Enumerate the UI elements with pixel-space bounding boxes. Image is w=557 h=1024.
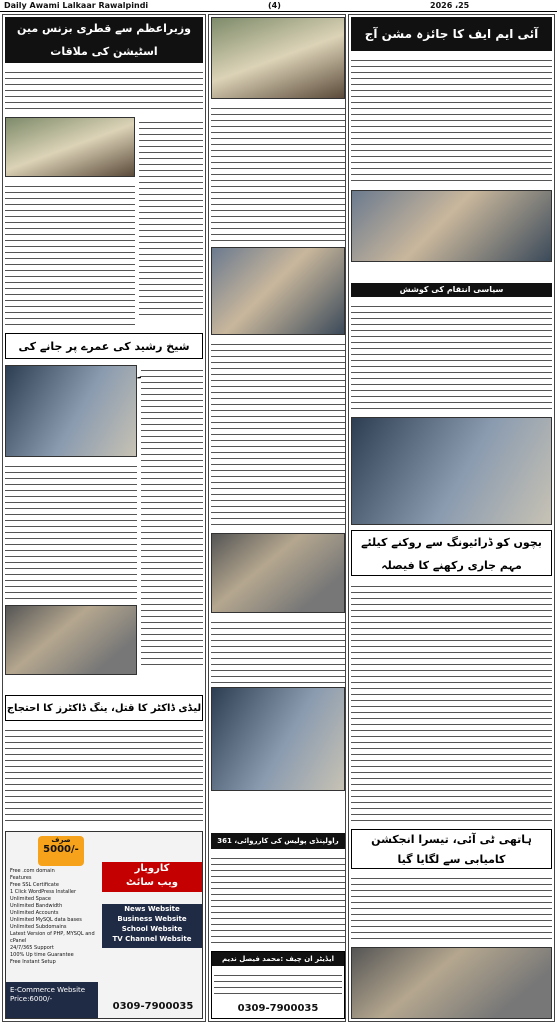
ad-phone: 0309-7900035 [112, 1001, 194, 1012]
issue-date: 2026 ،25 [430, 1, 470, 10]
masthead [0, 0, 557, 12]
ad-feature: Unlimited MySQL data bases [10, 917, 82, 923]
photo-top-middle [211, 17, 345, 99]
ad-feature: Unlimited Subdomains [10, 924, 67, 930]
article-left-2 [5, 461, 137, 601]
ad-feature: Unlimited Space [10, 896, 51, 902]
left-column [2, 14, 206, 1022]
headline-arrests: راولپنڈی پولیس کی کارروائی، 361 [211, 833, 345, 849]
article-ladies-text [5, 725, 203, 825]
ad-feature: Features [10, 875, 32, 881]
ad-price-badge [38, 836, 84, 866]
ad-feature: Latest Version of PHP, MYSQL and cPanel [10, 931, 95, 944]
article-last-text [351, 873, 552, 943]
ad-ecommerce-price: Price:6000/- [10, 995, 53, 1003]
article-pm-text [5, 67, 203, 113]
ad-offer-label: صرف [51, 836, 71, 844]
photo-ministry [5, 117, 135, 177]
headline-last: ہاتھی ٹی آئی، تیسرا انجکشن کامیابی سے لگایا گیا [351, 829, 552, 869]
headline-ladies: لیڈی ڈاکٹر کا قتل، ینگ ڈاکٹرز کا احتجاج [5, 695, 203, 721]
ad-feature-list [6, 868, 96, 978]
ad-services [102, 904, 202, 948]
photo-accident [211, 533, 345, 613]
photo-sheikh-rasheed [5, 365, 137, 457]
article-driving-text [351, 581, 552, 821]
ad-feature: 1 Click WordPress Installer [10, 889, 77, 895]
ad-feature: 100% Up time Guarantee [10, 952, 74, 958]
ad-headline-2: ویب سائٹ [126, 877, 178, 888]
article-arrests-text [211, 853, 345, 945]
ad-feature: Free Instant Setup [10, 959, 56, 965]
article-side-2 [141, 365, 203, 665]
headline-sheikh: شیخ رشید کی عمرے پر جانے کی [5, 333, 203, 359]
page-number: (4) [268, 1, 281, 10]
headline-imf: آئی ایم ایف کا جائزہ مشن آج [351, 17, 552, 51]
headline-political: سیاسی انتقام کی کوشش [351, 283, 552, 297]
article-middle-3 [211, 617, 345, 683]
editor-box [211, 951, 345, 1019]
ad-ecommerce [6, 982, 98, 1018]
ad-service: Business Website [117, 915, 187, 923]
ad-headline-1: کاروبار [134, 863, 170, 874]
photo-police-seizure [351, 947, 552, 1019]
headline-driving: بچوں کو ڈرائیونگ سے روکنے کیلئے مہم جاری رکھنے کا فیصلہ [351, 530, 552, 576]
photo-police-officers [211, 247, 345, 335]
photo-burnt-van [5, 605, 137, 675]
ad-headline [102, 862, 202, 892]
ad-feature: Unlimited Accounts [10, 910, 59, 916]
article-middle-1 [211, 103, 345, 243]
ad-feature: 24/7/365 Support [10, 945, 54, 951]
article-middle-2 [211, 339, 345, 529]
ad-feature: Unlimited Bandwidth [10, 903, 63, 909]
right-column [348, 14, 555, 1022]
website-ad [5, 831, 203, 1019]
editor-phone: 0309-7900035 [237, 1003, 319, 1014]
middle-column [208, 14, 346, 1022]
editor-text [214, 970, 342, 998]
paper-name: Daily Awami Lalkaar Rawalpindi [4, 1, 149, 10]
ad-service: School Website [121, 925, 183, 933]
headline-pm: وزیراعظم سے قطری بزنس مین اسٹیشن کی ملاقات [5, 17, 203, 63]
article-imf-text [351, 55, 552, 185]
article-side-1 [139, 117, 203, 317]
photo-press-conference [211, 687, 345, 791]
ad-service: TV Channel Website [112, 935, 192, 943]
editor-title: ایڈیٹر ان چیف :محمد فیصل ندیم [212, 952, 344, 966]
article-left-1 [5, 181, 135, 329]
ad-service: News Website [124, 905, 180, 913]
ad-feature: Free .com domain [10, 868, 55, 874]
ad-ecommerce-title: E-Commerce Website [10, 986, 86, 994]
ad-feature: Free SSL Certificate [10, 882, 59, 888]
photo-police-meeting [351, 417, 552, 525]
article-political-text [351, 301, 552, 413]
photo-police-recovery [351, 190, 552, 262]
ad-price: 5000/- [43, 844, 79, 855]
